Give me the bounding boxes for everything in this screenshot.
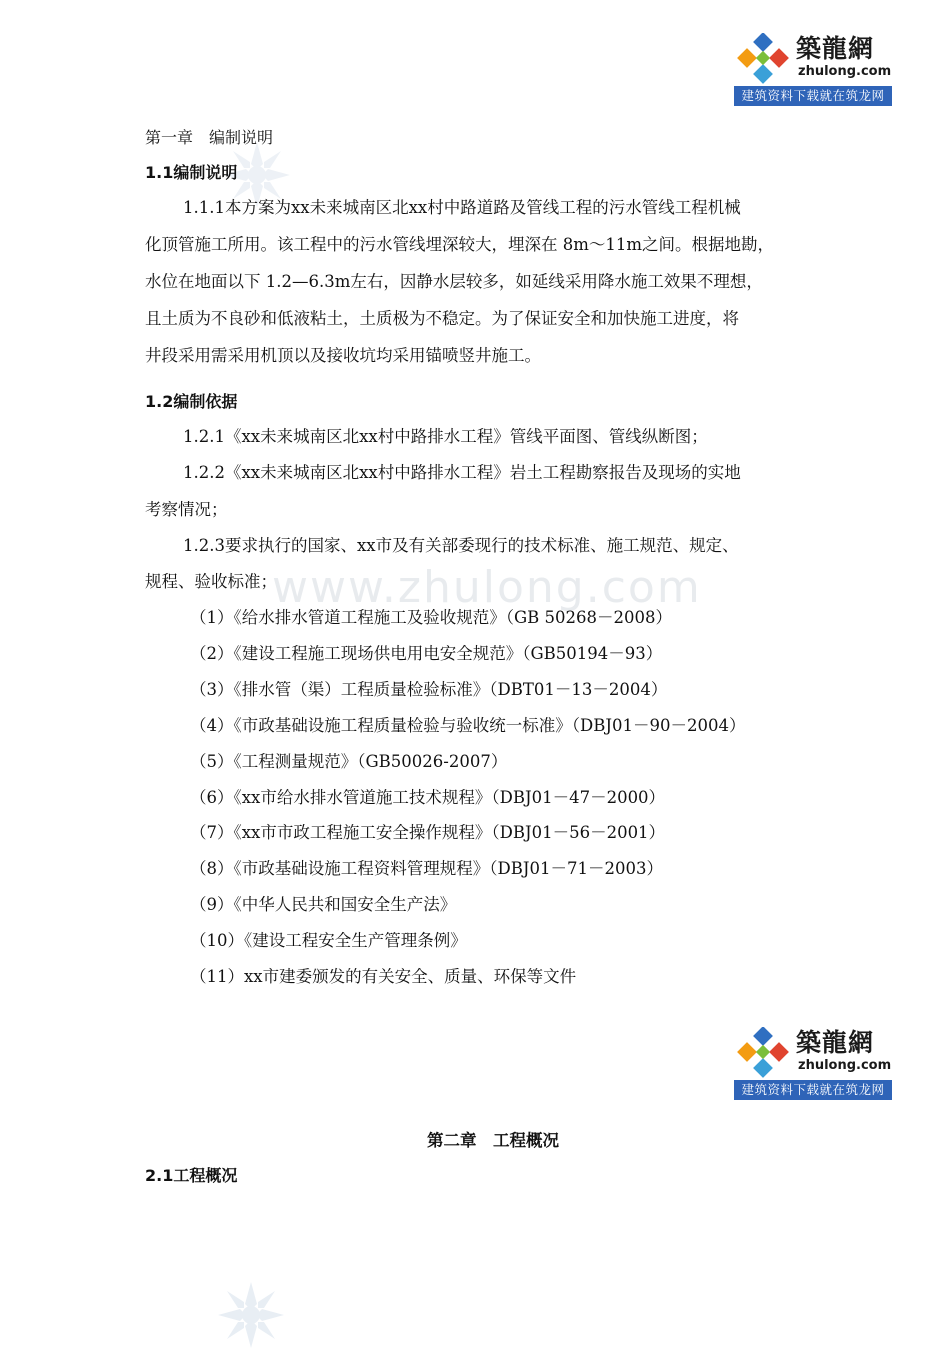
basis-item: 规程、验收标准；: [145, 572, 277, 591]
section-2-1-heading: 2.1工程概况: [145, 1166, 238, 1185]
paragraph-line: 1.1.1本方案为xx未来城南区北xx村中路道路及管线工程的污水管线工程机械: [183, 198, 741, 217]
section-1-1-heading: 1.1编制说明: [145, 163, 238, 182]
standard-item: （4）《市政基础设施工程质量检验与验收统一标准》（DBJ01－90－2004）: [190, 716, 746, 735]
logo-domain: zhulong.com: [798, 1058, 892, 1073]
standard-item: （6）《xx市给水排水管道施工技术规程》（DBJ01－47－2000）: [190, 788, 666, 807]
paragraph-line: 化顶管施工所用。该工程中的污水管线埋深较大，埋深在 8m～11m之间。根据地勘，: [145, 235, 775, 254]
chapter-1-title: 第一章 编制说明: [145, 128, 274, 147]
basis-item: 1.2.2《xx未来城南区北xx村中路排水工程》岩土工程勘察报告及现场的实地: [183, 463, 741, 482]
zhulong-logo: [734, 31, 892, 107]
standard-item: （10）《建设工程安全生产管理条例》: [190, 931, 467, 950]
standard-item: （1）《给水排水管道工程施工及验收规范》（GB 50268－2008）: [190, 608, 673, 627]
paragraph-line: 水位在地面以下 1.2—6.3m左右，因静水层较多，如延线采用降水施工效果不理想，: [145, 272, 763, 291]
chapter-2-title: 第二章 工程概况: [427, 1131, 559, 1150]
standard-item: （5）《工程测量规范》（GB50026-2007）: [190, 752, 508, 771]
section-1-2-heading: 1.2编制依据: [145, 392, 238, 411]
watermark-snowflake-icon: [216, 1280, 286, 1350]
zhulong-logo-icon: [734, 33, 794, 85]
paragraph-line: 井段采用需采用机顶以及接收坑均采用锚喷竖井施工。: [145, 346, 541, 365]
watermark-text: www.zhulong.com: [272, 562, 702, 613]
standard-item: （2）《建设工程施工现场供电用电安全规范》（GB50194－93）: [190, 644, 663, 663]
standard-item: （3）《排水管（渠）工程质量检验标准》（DBT01－13－2004）: [190, 680, 668, 699]
logo-domain: zhulong.com: [798, 64, 892, 79]
standard-item: （9）《中华人民共和国安全生产法》: [190, 895, 457, 914]
standard-item: （8）《市政基础设施工程资料管理规程》（DBJ01－71－2003）: [190, 859, 663, 878]
zhulong-logo-icon: [734, 1027, 794, 1079]
standard-item: （11）xx市建委颁发的有关安全、质量、环保等文件: [190, 967, 577, 986]
logo-brand-name: 築龍網: [796, 1028, 875, 1057]
basis-item: 考察情况；: [145, 500, 228, 519]
standard-item: （7）《xx市市政工程施工安全操作规程》（DBJ01－56－2001）: [190, 823, 666, 842]
zhulong-logo: [734, 1025, 892, 1101]
logo-slogan: 建筑资料下载就在筑龙网: [734, 1080, 892, 1100]
basis-item: 1.2.3要求执行的国家、xx市及有关部委现行的技术标准、施工规范、规定、: [183, 536, 739, 555]
paragraph-line: 且土质为不良砂和低液粘土，土质极为不稳定。为了保证安全和加快施工进度，将: [145, 309, 739, 328]
basis-item: 1.2.1《xx未来城南区北xx村中路排水工程》管线平面图、管线纵断图；: [183, 427, 708, 446]
logo-brand-name: 築龍網: [796, 34, 875, 63]
logo-slogan: 建筑资料下载就在筑龙网: [734, 86, 892, 106]
